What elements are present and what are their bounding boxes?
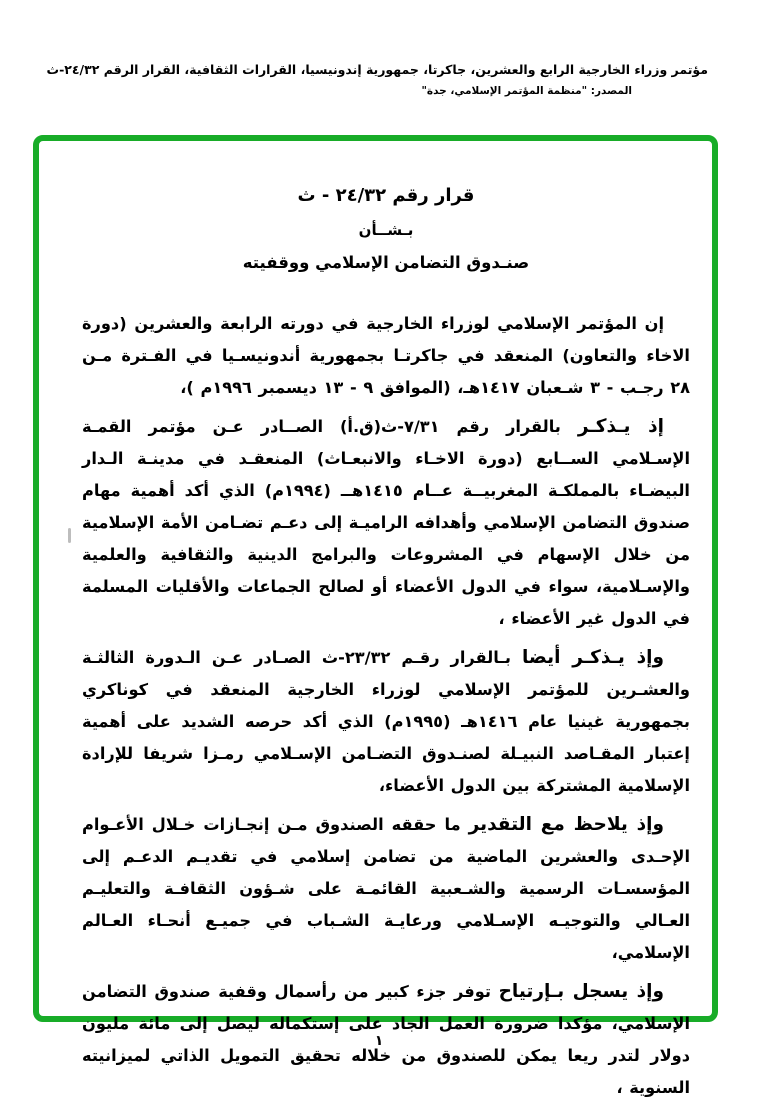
document-frame [33,135,718,1097]
paragraph-lead: وإذ يـذكـر أيضا [521,647,664,668]
paragraph-lead: إذ يـذكـر [577,416,665,437]
paragraph-noting-appreciation [82,809,690,969]
paragraph-text: بـالقرار رقـم ٢٣/٣٢-ث الصـادر عـن الـدورة الثالثـة والعشـرين للمؤتمر الإسلامي لوزراء الخارجية المنعقد في كوناكري بجمهورية غينيا عام ١٤١٦هـ (١٩٩٥م) الذي أكد حرصه الشديد على أهمية إعتبار المقـاصد النبيـلة لصنـدوق التضـامن الإسـلامي رمـزا شريفا للإرادة الإسلامية المشتركة بين الدول الأعضاء، [82,648,691,795]
paragraph-recalling-also [82,642,690,802]
header-citation: مؤتمر وزراء الخارجية الرابع والعشرين، جاكرتا، جمهورية إندونيسيا، القرارات الثقافية، القرار الرقم ٢٤/٣٢-ث [46,62,708,77]
scan-artifact [68,528,71,543]
paragraph-text: توفر جزء كبير من رأسمال وقفية صندوق التضامن الإسلامي، مؤكدا ضرورة العمل الجاد على إستكماله ليصل إلى مائة مليون دولار لتدر ريعا يمكن للصندوق من خلاله تحقيق التمويل الذاتي لميزانيته السنوية ، [82,982,690,1097]
paragraph-recalling [82,411,690,635]
header-source: المصدر: "منظمة المؤتمر الإسلامي، جدة" [421,85,632,97]
paragraph-text: بالقرار رقم ٧/٣١-ث(ق.أ) الصــادر عـن مؤتمر القمـة الإسـلامي الســابع (دورة الاخـاء والانبعـاث) المنعقـد في مدينـة الـدار البيضـاء بالمملكـة المغربيــة عــام ١٤١٥هــ (١٩٩٤م) الذي أكد أهمية مهام صندوق التضامن الإسلامي وأهدافه الراميـة إلى دعـم تضـامن الأمة الإسلامية من خلال الإسهام في المشروعات والبرامج الدينية والثقافية والعلمية والإسـلامية، سواء في الدول الأعضاء أو لصالح الجماعات والأقليات المسلمة في الدول غير الأعضاء ، [82,417,690,628]
page-header [40,62,708,97]
paragraph-lead: وإذ يسجل بـإرتياح [498,981,664,1002]
page-number: ١ [374,1033,384,1049]
paragraph-preamble [82,308,690,404]
paragraph-text: ما حققه الصندوق مـن إنجـازات خـلال الأعـوام الإحـدى والعشرين الماضية من تضامن إسلامي في تقديـم الدعـم إلى المؤسسـات الرسمية والشـعبية القائمـة على شـؤون الثقافـة والتعليـم العـالي والتوجيـه الإسـلامي ورعايـة الشـباب في جميـع أنحـاء العـالم الإسلامي، [82,815,690,962]
title-regarding: بـشــأن [358,221,414,239]
document-title [82,185,690,272]
resolution-body [82,308,690,1104]
paragraph-text: إن المؤتمر الإسلامي لوزراء الخارجية في دورته الرابعة والعشرين (دورة الاخاء والتعاون) المنعقد في جاكرتـا بجمهورية أندونيسـيا في الفـترة مـن ٢٨ رجـب - ٣ شـعبان ١٤١٧هـ، (الموافق ٩ - ١٣ ديسمبر ١٩٩٦م )، [82,314,690,397]
paragraph-lead: وإذ يلاحظ مع التقدير [468,814,664,835]
title-subject: صنـدوق التضامن الإسلامي ووقفيته [242,253,530,272]
title-resolution-number: قرار رقم ٢٤/٣٢ - ث [297,185,475,206]
